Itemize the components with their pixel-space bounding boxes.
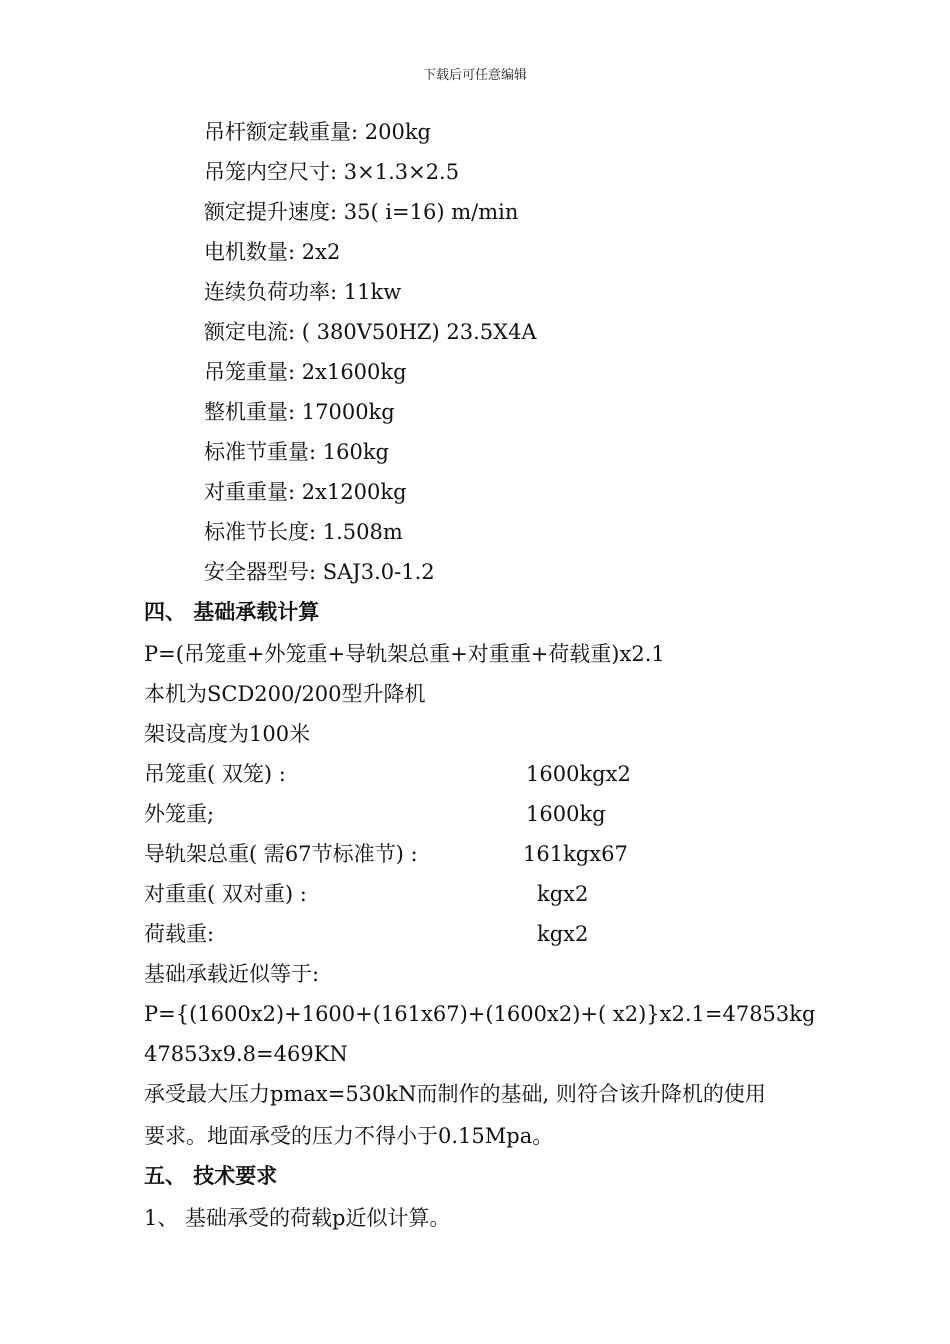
spec-line: 标准节重量: 160kg — [204, 440, 390, 464]
section-5-heading: 五、 技术要求 — [144, 1163, 278, 1188]
spec-line: 吊笼内空尺寸: 3×1.3×2.5 — [204, 160, 460, 184]
height-line: 架设高度为100米 — [144, 722, 311, 746]
conclusion-line-1: 承受最大压力pmax=530kN而制作的基础, 则符合该升降机的使用 — [144, 1082, 766, 1106]
item-label: 对重重( 双对重) : — [144, 882, 307, 906]
item-label: 外笼重; — [144, 802, 215, 826]
spec-line: 吊笼重量: 2x1600kg — [204, 360, 407, 384]
item-value: 1600kg — [526, 802, 606, 826]
spec-line: 对重重量: 2x1200kg — [204, 480, 407, 504]
formula-line: P=(吊笼重+外笼重+导轨架总重+对重重+荷载重)x2.1 — [144, 642, 665, 666]
item-label: 导轨架总重( 需67节标准节) : — [144, 842, 418, 866]
spec-line: 整机重量: 17000kg — [204, 400, 395, 424]
item-value: 1600kgx2 — [526, 762, 631, 786]
section-5-item-1: 1、 基础承受的荷载p近似计算。 — [144, 1206, 451, 1230]
item-value: kgx2 — [537, 922, 589, 946]
model-line: 本机为SCD200/200型升降机 — [144, 682, 426, 706]
item-label: 吊笼重( 双笼) : — [144, 762, 286, 786]
item-value: kgx2 — [537, 882, 589, 906]
spec-line: 连续负荷功率: 11kw — [204, 280, 402, 304]
spec-line: 额定电流: ( 380V50HZ) 23.5X4A — [204, 320, 537, 344]
item-value: 161kgx67 — [523, 842, 628, 866]
item-label: 荷载重: — [144, 922, 215, 946]
section-4-heading: 四、 基础承载计算 — [144, 599, 320, 624]
approx-label: 基础承载近似等于: — [144, 962, 320, 986]
page-header: 下载后可任意编辑 — [422, 68, 527, 83]
conclusion-line-2: 要求。地面承受的压力不得小于0.15Mpa。 — [144, 1124, 554, 1148]
spec-line: 吊杆额定载重量: 200kg — [204, 120, 432, 144]
spec-line: 电机数量: 2x2 — [204, 240, 341, 264]
calc-line-2: 47853x9.8=469KN — [144, 1042, 348, 1066]
calc-line-1: P={(1600x2)+1600+(161x67)+(1600x2)+( x2)}x2.1=47853kg — [144, 1002, 816, 1026]
spec-line: 安全器型号: SAJ3.0-1.2 — [204, 560, 435, 584]
spec-line: 额定提升速度: 35( i=16) m/min — [204, 200, 519, 224]
spec-line: 标准节长度: 1.508m — [204, 520, 403, 544]
